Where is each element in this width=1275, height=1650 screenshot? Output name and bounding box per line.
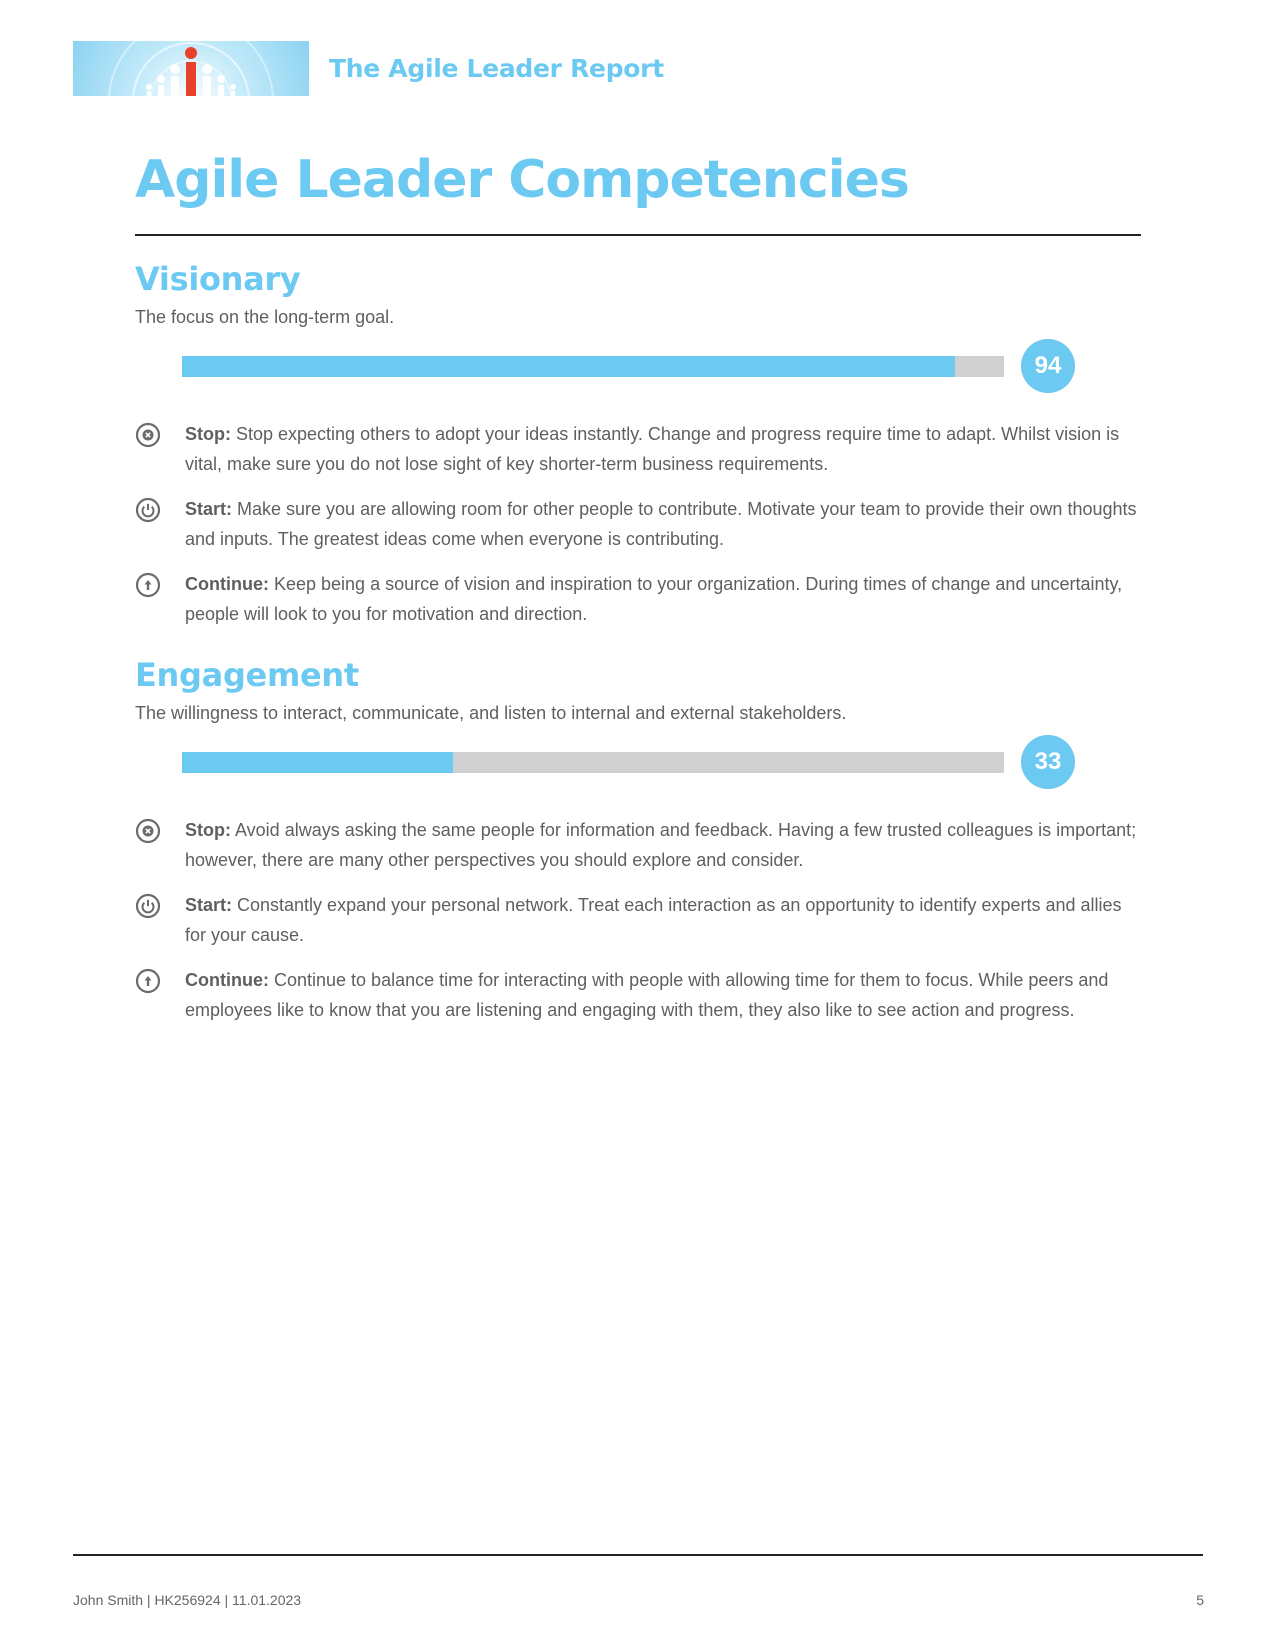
footer-divider	[73, 1554, 1203, 1556]
recommendation-label: Continue:	[185, 970, 269, 990]
score-bar-track	[182, 356, 1004, 377]
section-description: The focus on the long-term goal.	[135, 307, 395, 327]
recommendation-text: Make sure you are allowing room for other people to contribute. Motivate your team to provide their own thoughts and inputs. The greatest ideas come when everyone is contributing.	[185, 499, 1137, 549]
recommendation-label: Stop:	[185, 424, 231, 444]
page-title: Agile Leader Competencies	[135, 150, 909, 210]
recommendation-start	[135, 494, 1141, 554]
recommendation-label: Start:	[185, 499, 233, 519]
report-logo	[73, 41, 309, 96]
recommendation-list	[135, 815, 1141, 1025]
power-icon	[135, 893, 161, 919]
arrow-up-icon	[135, 968, 161, 994]
report-header	[73, 41, 664, 96]
recommendation-stop	[135, 815, 1141, 875]
recommendation-start	[135, 890, 1141, 950]
recommendation-label: Continue:	[185, 574, 269, 594]
section-engagement	[135, 655, 1141, 1040]
score-badge: 94	[1021, 339, 1075, 393]
score-bar-row	[135, 735, 1141, 789]
recommendation-text: Keep being a source of vision and inspiration to your organization. During times of change and uncertainty, people will look to you for motivation and direction.	[185, 574, 1123, 624]
score-bar-fill	[182, 356, 955, 377]
footer-info: John Smith | HK256924 | 11.01.2023	[73, 1592, 302, 1608]
section-description: The willingness to interact, communicate, and listen to internal and external stakeholders.	[135, 703, 847, 723]
recommendation-continue	[135, 965, 1141, 1025]
recommendation-text: Avoid always asking the same people for information and feedback. Having a few trusted colleagues is important; however, there are many other perspectives you should explore and consider.	[185, 820, 1137, 870]
recommendation-text: Stop expecting others to adopt your ideas instantly. Change and progress require time to adapt. Whilst vision is vital, make sure you do not lose sight of key shorter-term business requirements.	[185, 424, 1120, 474]
recommendation-continue	[135, 569, 1141, 629]
recommendation-label: Stop:	[185, 820, 231, 840]
stop-icon	[135, 818, 161, 844]
score-bar-track	[182, 752, 1004, 773]
score-badge: 33	[1021, 735, 1075, 789]
section-title: Visionary	[135, 260, 301, 298]
score-bar-row	[135, 339, 1141, 393]
power-icon	[135, 497, 161, 523]
recommendation-label: Start:	[185, 895, 233, 915]
recommendation-text: Continue to balance time for interacting with people with allowing time for them to focus. While peers and employees like to know that you are listening and engaging with them, they also like to see action and progress.	[185, 970, 1109, 1020]
recommendation-list	[135, 419, 1141, 629]
stop-icon	[135, 422, 161, 448]
logo-graphic	[73, 41, 309, 96]
section-title: Engagement	[135, 656, 359, 694]
section-visionary	[135, 259, 1141, 644]
report-title: The Agile Leader Report	[329, 54, 664, 83]
page-number: 5	[1196, 1592, 1204, 1608]
score-bar-fill	[182, 752, 453, 773]
recommendation-text: Constantly expand your personal network. Treat each interaction as an opportunity to identify experts and allies for your cause.	[185, 895, 1122, 945]
arrow-up-icon	[135, 572, 161, 598]
recommendation-stop	[135, 419, 1141, 479]
title-divider	[135, 234, 1141, 236]
